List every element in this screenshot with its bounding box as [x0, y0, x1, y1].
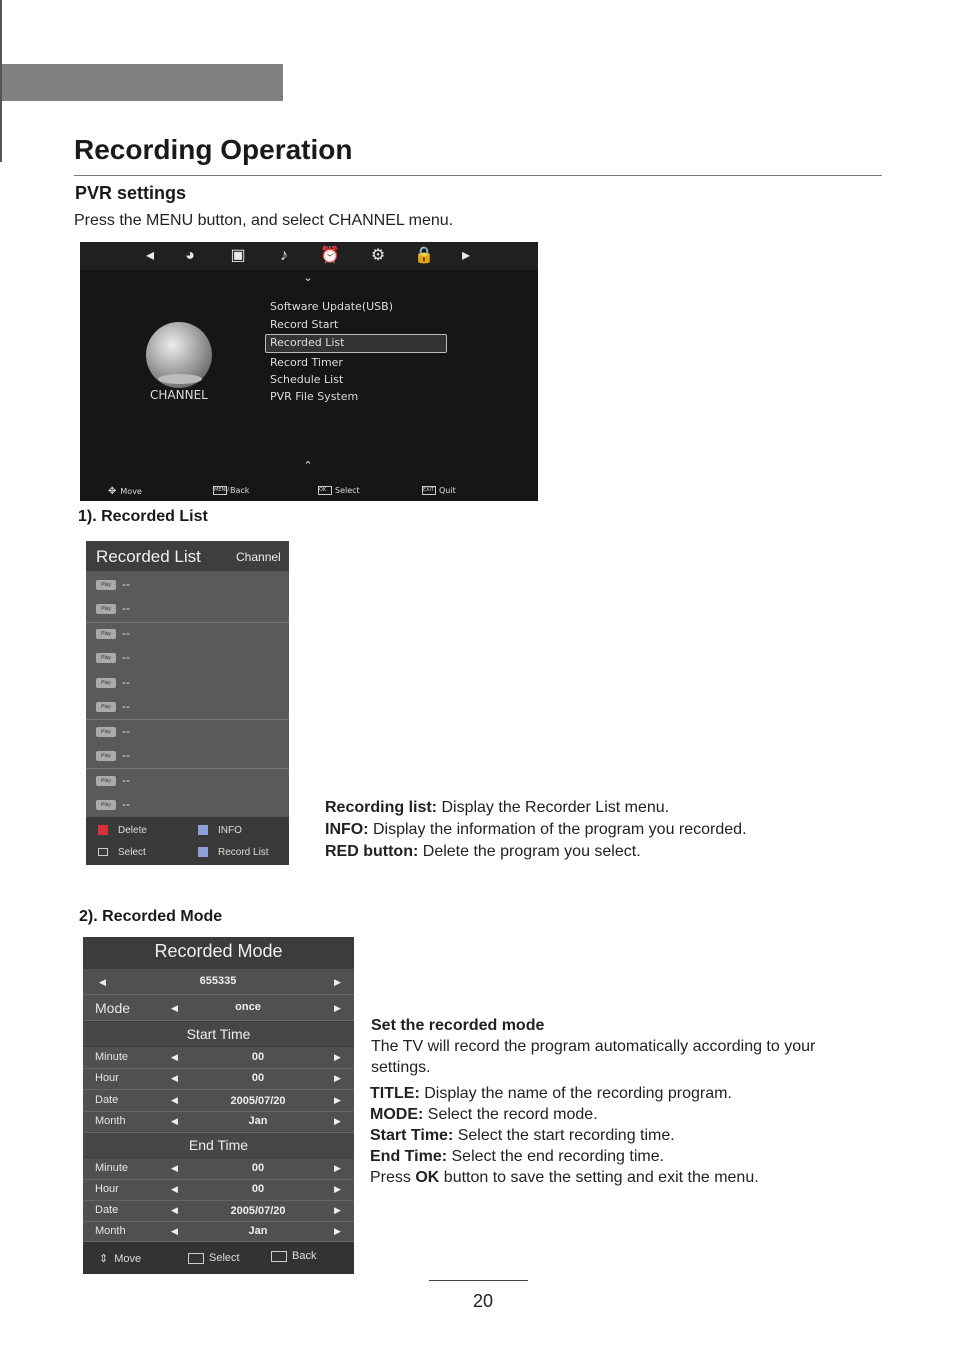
footer-select: Select	[188, 1252, 240, 1264]
menu-item-software-update[interactable]: Software Update(USB)	[270, 300, 393, 313]
menu-item-record-timer[interactable]: Record Timer	[270, 356, 343, 369]
play-button[interactable]: Play	[96, 727, 116, 737]
desc-mode: MODE: Select the record mode.	[370, 1106, 598, 1123]
footer-select: Select	[98, 847, 146, 858]
arrow-right-icon[interactable]: ▶	[334, 977, 341, 987]
arrow-left-icon[interactable]: ◀	[171, 1205, 178, 1215]
play-button[interactable]: Play	[96, 580, 116, 590]
end-hour-row[interactable]: Hour ◀ 00 ▶	[83, 1180, 354, 1201]
blue-button-icon	[198, 825, 208, 835]
start-hour-row[interactable]: Hour ◀ 00 ▶	[83, 1069, 354, 1090]
picture-icon: ▣	[230, 247, 246, 264]
channel-row[interactable]: ◀ 655335 ▶	[83, 969, 354, 995]
recorded-list-heading: 1). Recorded List	[78, 508, 208, 525]
play-button[interactable]: Play	[96, 653, 116, 663]
header-bar	[2, 64, 283, 101]
lock-icon: 🔒	[414, 247, 434, 264]
start-date-row[interactable]: Date ◀ 2005/07/20 ▶	[83, 1090, 354, 1112]
play-button[interactable]: Play	[96, 604, 116, 614]
ok-key-icon	[98, 848, 108, 856]
footer-move: ✥ Move	[108, 486, 142, 497]
red-button-icon	[98, 825, 108, 835]
recorded-mode-screenshot	[83, 937, 354, 1274]
start-time-header: Start Time	[83, 1022, 354, 1046]
channel-menu-screenshot	[80, 242, 538, 501]
title-rule	[74, 175, 882, 176]
footer-quit: EXIT Quit	[423, 486, 456, 495]
play-button[interactable]: Play	[96, 776, 116, 786]
list-item[interactable]: Play --	[86, 622, 289, 646]
speaker-icon: ♪	[280, 247, 288, 264]
desc-start-time: Start Time: Select the start recording time.	[370, 1127, 675, 1144]
recorded-mode-footer	[83, 1242, 354, 1274]
recorded-list-title: Recorded List	[96, 547, 201, 566]
section-heading: PVR settings	[75, 183, 187, 203]
ok-key-icon	[188, 1253, 204, 1264]
play-button[interactable]: Play	[96, 751, 116, 761]
arrow-left-icon[interactable]: ◀	[171, 1095, 178, 1105]
mode-row[interactable]: Mode ◀ once ▶	[83, 995, 354, 1021]
end-time-header: End Time	[83, 1133, 354, 1157]
list-item[interactable]: Play --	[86, 769, 289, 793]
arrow-left-icon[interactable]: ◀	[99, 977, 106, 987]
channel-label: CHANNEL	[150, 388, 208, 402]
page-title: Recording Operation	[74, 134, 353, 165]
arrow-left-icon[interactable]: ◀	[171, 1226, 178, 1236]
arrow-left-icon: ◂	[145, 247, 155, 264]
page-number-rule	[429, 1280, 528, 1281]
end-month-row[interactable]: Month ◀ Jan ▶	[83, 1222, 354, 1242]
list-item[interactable]: Play --	[86, 744, 289, 768]
play-button[interactable]: Play	[96, 629, 116, 639]
arrow-left-icon[interactable]: ◀	[171, 1073, 178, 1083]
end-date-row[interactable]: Date ◀ 2005/07/20 ▶	[83, 1201, 354, 1222]
dish-base	[158, 374, 202, 384]
menu-item-schedule-list[interactable]: Schedule List	[270, 373, 344, 386]
up-down-icon: ⇕	[99, 1253, 109, 1265]
dpad-icon: ✥	[108, 486, 117, 497]
arrow-right-icon[interactable]: ▶	[334, 1052, 341, 1062]
arrow-right-icon[interactable]: ▶	[334, 1116, 341, 1126]
desc-info: INFO: Display the information of the program you recorded.	[325, 821, 747, 838]
list-item[interactable]: Play --	[86, 597, 289, 621]
chevron-down-icon: ⌄	[303, 272, 313, 284]
play-button[interactable]: Play	[96, 702, 116, 712]
arrow-right-icon[interactable]: ▶	[334, 1205, 341, 1215]
arrow-right-icon: ▸	[461, 247, 471, 264]
recorded-mode-heading: 2). Recorded Mode	[79, 908, 223, 925]
footer-delete: Delete	[98, 825, 147, 836]
footer-back: MENUBack	[214, 486, 250, 495]
recorded-list-description	[325, 797, 747, 863]
list-item[interactable]: Play --	[86, 646, 289, 670]
page-number: 20	[472, 1291, 494, 1311]
menu-item-pvr-file-system[interactable]: PVR File System	[270, 390, 359, 403]
desc-recording-list: Recording list: Display the Recorder List menu.	[325, 799, 670, 816]
menu-item-recorded-list[interactable]: Recorded List	[270, 336, 345, 349]
list-item[interactable]: Play --	[86, 695, 289, 719]
arrow-right-icon[interactable]: ▶	[334, 1163, 341, 1173]
start-minute-row[interactable]: Minute ◀ 00 ▶	[83, 1047, 354, 1069]
arrow-left-icon[interactable]: ◀	[171, 1003, 178, 1013]
footer-select: OK Select	[319, 486, 360, 495]
start-month-row[interactable]: Month ◀ Jan ▶	[83, 1112, 354, 1133]
arrow-left-icon[interactable]: ◀	[171, 1116, 178, 1126]
satellite-icon: ◕	[185, 247, 195, 264]
desc-red-button: RED button: Delete the program you select.	[325, 843, 641, 860]
channel-label: Channel	[236, 550, 281, 564]
menu-key-icon	[271, 1251, 287, 1262]
play-button[interactable]: Play	[96, 678, 116, 688]
footer-info: INFO	[198, 825, 242, 836]
arrow-right-icon[interactable]: ▶	[334, 1073, 341, 1083]
chevron-up-icon: ⌃	[303, 460, 313, 472]
arrow-right-icon[interactable]: ▶	[334, 1184, 341, 1194]
exit-key-icon: EXIT	[423, 487, 435, 493]
arrow-right-icon[interactable]: ▶	[334, 1095, 341, 1105]
desc-title-field: TITLE: Display the name of the recording program.	[370, 1085, 732, 1102]
desc-ok: Press OK button to save the setting and exit the menu.	[370, 1169, 759, 1186]
list-item[interactable]: Play --	[86, 793, 289, 817]
desc-end-time: End Time: Select the end recording time.	[370, 1148, 665, 1165]
recorded-mode-intro	[371, 1015, 821, 1078]
intro-text: Press the MENU button, and select CHANNEL menu.	[74, 212, 454, 229]
recorded-mode-description	[370, 1083, 759, 1188]
recorded-list-screenshot	[86, 541, 289, 865]
menu-key-icon: MENU	[214, 487, 229, 493]
arrow-left-icon[interactable]: ◀	[171, 1184, 178, 1194]
arrow-right-icon[interactable]: ▶	[334, 1226, 341, 1236]
list-item[interactable]: Play --	[86, 573, 289, 597]
desc-title: Set the recorded mode	[371, 1017, 545, 1034]
footer-back: Back	[271, 1250, 316, 1262]
blue-button-icon	[198, 847, 208, 857]
alarm-icon: ⏰	[320, 247, 340, 264]
play-button[interactable]: Play	[96, 800, 116, 810]
list-item[interactable]: Play --	[86, 671, 289, 695]
desc-intro: The TV will record the program automatically according to your settings.	[371, 1038, 816, 1076]
arrow-right-icon[interactable]: ▶	[334, 1003, 341, 1013]
recorded-list-footer	[86, 817, 289, 865]
end-minute-row[interactable]: Minute ◀ 00 ▶	[83, 1158, 354, 1180]
recorded-mode-title: Recorded Mode	[154, 941, 283, 961]
gear-icon: ⚙	[370, 247, 386, 264]
menu-item-record-start[interactable]: Record Start	[270, 318, 339, 331]
list-item[interactable]: Play --	[86, 720, 289, 744]
footer-record-list: Record List	[198, 847, 269, 858]
ok-key-icon: OK	[318, 486, 332, 495]
arrow-left-icon[interactable]: ◀	[171, 1052, 178, 1062]
arrow-left-icon[interactable]: ◀	[171, 1163, 178, 1173]
footer-move: ⇕ Move	[99, 1253, 142, 1265]
